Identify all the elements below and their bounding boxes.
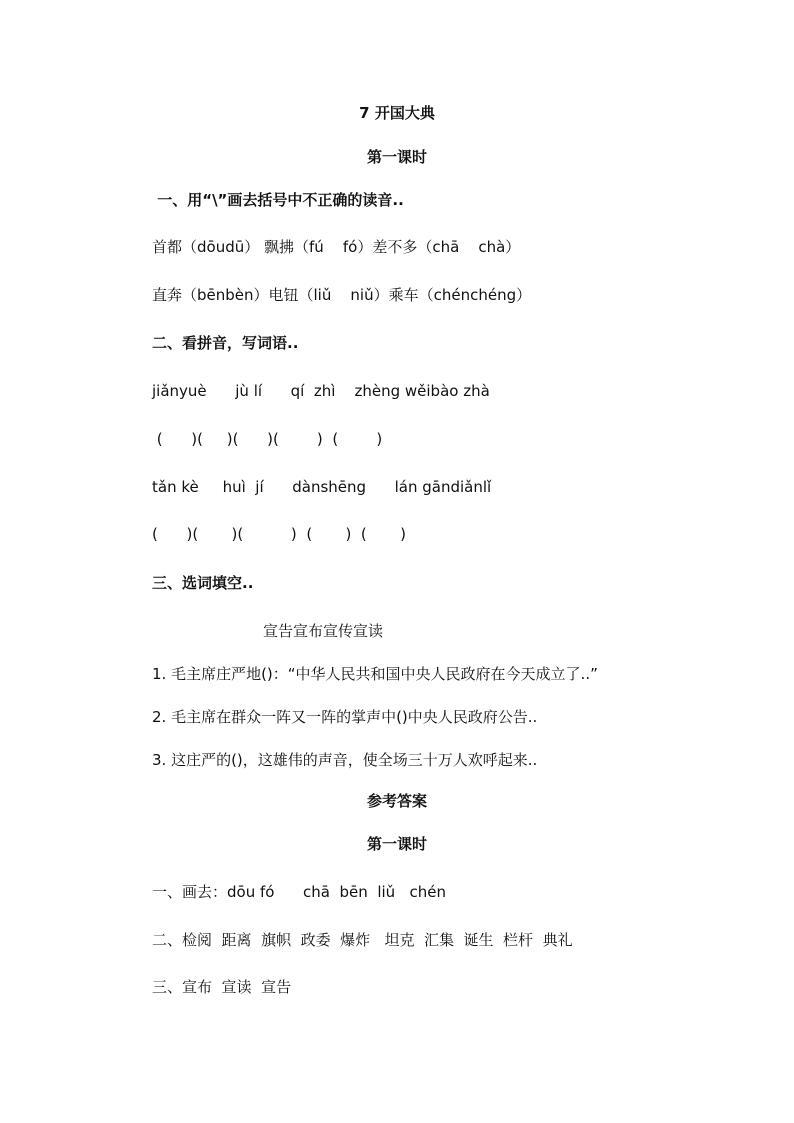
lesson-title: 第一课时 xyxy=(366,148,427,166)
section3-q1: 1. 毛主席庄严地()：“中华人民共和国中央人民政府在今天成立了..” xyxy=(152,665,598,683)
section1-row2: 直奔（bēnbèn）电钮（liǔ niǔ）乘车（chénchéng） xyxy=(152,286,532,304)
section1-row1: 首都（dōudū） 飘拂（fú fó）差不多（chā chà） xyxy=(152,238,521,256)
section3-options: 宣告宣布宣传宣读 xyxy=(263,622,384,640)
answer-1: 一、画去：dōu fó chā bēn liǔ chén xyxy=(152,883,446,901)
section2-blanks2: ( )( )( ) ( ) ( ) xyxy=(152,525,407,543)
section2-blanks1: ( )( )( )( ) ( ) xyxy=(152,430,383,448)
section1-heading: 一、用“\”画去括号中不正确的读音.. xyxy=(152,191,404,209)
answers-lesson: 第一课时 xyxy=(366,835,427,853)
section3-heading: 三、选词填空.. xyxy=(152,574,254,592)
section2-pinyin1: jiǎnyuè jù lí qí zhì zhèng wěibào zhà xyxy=(152,382,490,400)
section3-q2: 2. 毛主席在群众一阵又一阵的掌声中()中央人民政府公告.. xyxy=(152,708,538,726)
answer-3: 三、宣布 宣读 宣告 xyxy=(152,978,292,996)
answer-2: 二、检阅 距离 旗帜 政委 爆炸 坦克 汇集 诞生 栏杆 典礼 xyxy=(152,931,573,949)
page-title: 7 开国大典 xyxy=(359,104,435,122)
section2-pinyin2: tǎn kè huì jí dànshēng lán gāndiǎnlǐ xyxy=(152,478,492,496)
section3-q3: 3. 这庄严的()，这雄伟的声音，使全场三十万人欢呼起来.. xyxy=(152,751,538,769)
section2-heading: 二、看拼音，写词语.. xyxy=(152,334,299,352)
answers-heading: 参考答案 xyxy=(366,792,427,810)
